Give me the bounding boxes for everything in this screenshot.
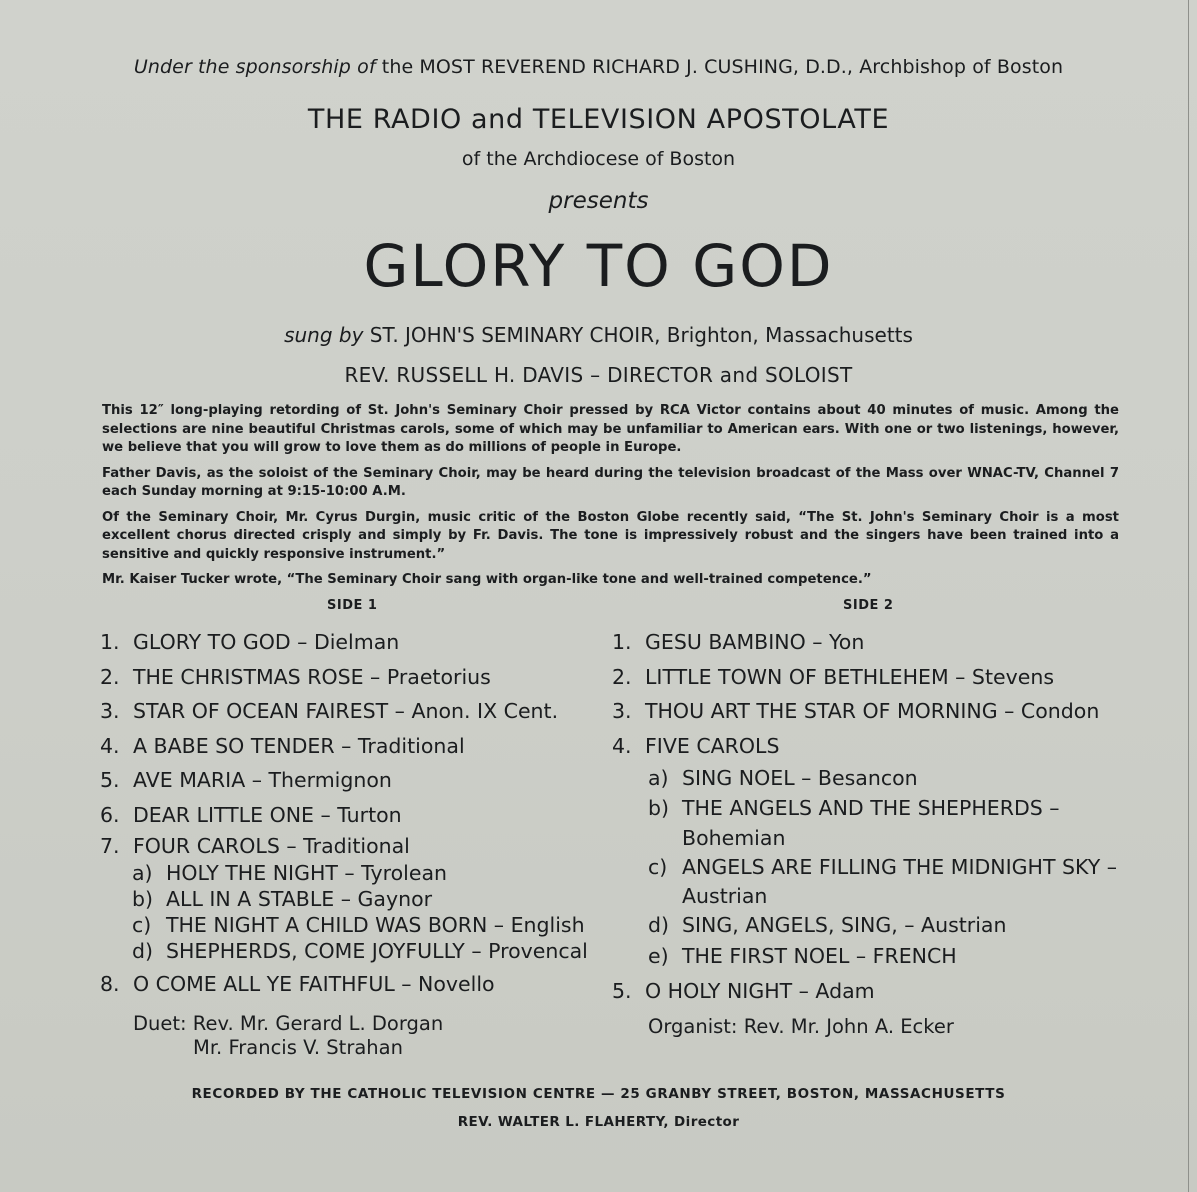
track-item: 3. STAR OF OCEAN FAIREST – Anon. IX Cent. (100, 699, 559, 723)
track-item: 8. O COME ALL YE FAITHFUL – Novello (100, 972, 495, 996)
sub-track-continuation: Austrian (682, 884, 768, 908)
director-line: REV. RUSSELL H. DAVIS – DIRECTOR and SOLOIST (344, 363, 853, 387)
sleeve-edge (1188, 0, 1189, 1192)
track-item: 4. FIVE CAROLS (612, 733, 780, 758)
sponsorship-italic: Under the sponsorship of (133, 56, 376, 78)
organization-name: THE RADIO and TELEVISION APOSTOLATE (307, 104, 890, 135)
duet-credit-second: Mr. Francis V. Strahan (193, 1036, 403, 1059)
track-item: 6. DEAR LITTLE ONE – Turton (100, 802, 402, 827)
sub-track-item: e) THE FIRST NOEL – FRENCH (648, 943, 957, 968)
side-1-track-list (100, 625, 588, 1060)
choir-name: ST. JOHN'S SEMINARY CHOIR, Brighton, Massachusetts (369, 323, 913, 347)
side-2-heading: SIDE 2 (843, 598, 894, 613)
liner-note-paragraph: This 12″ long-playing retording of St. John's Seminary Choir pressed by RCA Victor contains about 40 minutes of music. Among the selections are nine beautiful Christmas carols, some of which may be unfamiliar to American ears. With one or two listenings, however, we believe that you will grow to love them as do millions of people in Europe. (102, 403, 1119, 455)
track-item: 4. A BABE SO TENDER – Traditional (100, 733, 465, 758)
side-1-heading: SIDE 1 (327, 598, 378, 613)
sub-track-item: d) SING, ANGELS, SING, – Austrian (648, 913, 1007, 937)
sub-track-continuation: Bohemian (682, 825, 786, 850)
track-item: 5. AVE MARIA – Thermignon (100, 768, 392, 792)
presents-label: presents (548, 188, 649, 214)
duet-credit: Duet: Rev. Mr. Gerard L. Dorgan (133, 1012, 444, 1035)
album-title: GLORY TO GOD (363, 232, 834, 300)
track-item: 7. FOUR CAROLS – Traditional (100, 834, 410, 858)
sung-by-label: sung by (284, 323, 364, 347)
track-item: 1. GESU BAMBINO – Yon (612, 630, 865, 654)
track-item: 2. THE CHRISTMAS ROSE – Praetorius (100, 664, 491, 689)
sub-track-item: c) THE NIGHT A CHILD WAS BORN – English (132, 913, 585, 937)
track-item: 3. THOU ART THE STAR OF MORNING – Condon (612, 699, 1100, 723)
liner-notes (102, 402, 1119, 597)
sub-track-item: c) ANGELS ARE FILLING THE MIDNIGHT SKY – (648, 854, 1118, 879)
liner-note-paragraph: Of the Seminary Choir, Mr. Cyrus Durgin, music critic of the Boston Globe recently said, “The St. John's Seminary Choir is a most excellent chorus directed crisply and simply by Fr. Davis. The tone is impressively robust and the singers have been trained into a sensitive and quickly responsive instrument.” (102, 509, 1119, 562)
sub-track-item: d) SHEPHERDS, COME JOYFULLY – Provencal (132, 939, 588, 963)
performer-line (0, 323, 1197, 347)
side-2-track-list (612, 625, 1117, 1039)
track-item: 5. O HOLY NIGHT – Adam (612, 979, 875, 1003)
sponsorship-line (0, 56, 1197, 78)
sponsorship-text: the MOST REVEREND RICHARD J. CUSHING, D.D., Archbishop of Boston (381, 56, 1064, 78)
centre-director-credit: REV. WALTER L. FLAHERTY, Director (457, 1114, 740, 1130)
organization-subtitle: of the Archdiocese of Boston (461, 148, 736, 170)
recording-credit: RECORDED BY THE CATHOLIC TELEVISION CENTRE — 25 GRANBY STREET, BOSTON, MASSACHUSETTS (191, 1086, 1006, 1102)
liner-note-paragraph: Mr. Kaiser Tucker wrote, “The Seminary Choir sang with organ-like tone and well-trained competence.” (102, 572, 872, 587)
sub-track-item: a) SING NOEL – Besancon (648, 765, 918, 790)
track-item: 1. GLORY TO GOD – Dielman (100, 630, 400, 654)
sub-track-item: b) THE ANGELS AND THE SHEPHERDS – (648, 796, 1060, 820)
organist-credit: Organist: Rev. Mr. John A. Ecker (648, 1015, 954, 1038)
sub-track-item: b) ALL IN A STABLE – Gaynor (132, 887, 433, 911)
track-item: 2. LITTLE TOWN OF BETHLEHEM – Stevens (612, 664, 1055, 689)
sub-track-item: a) HOLY THE NIGHT – Tyrolean (132, 861, 448, 885)
liner-note-paragraph: Father Davis, as the soloist of the Seminary Choir, may be heard during the television broadcast of the Mass over WNAC-TV, Channel 7 each Sunday morning at 9:15-10:00 A.M. (102, 465, 1119, 499)
